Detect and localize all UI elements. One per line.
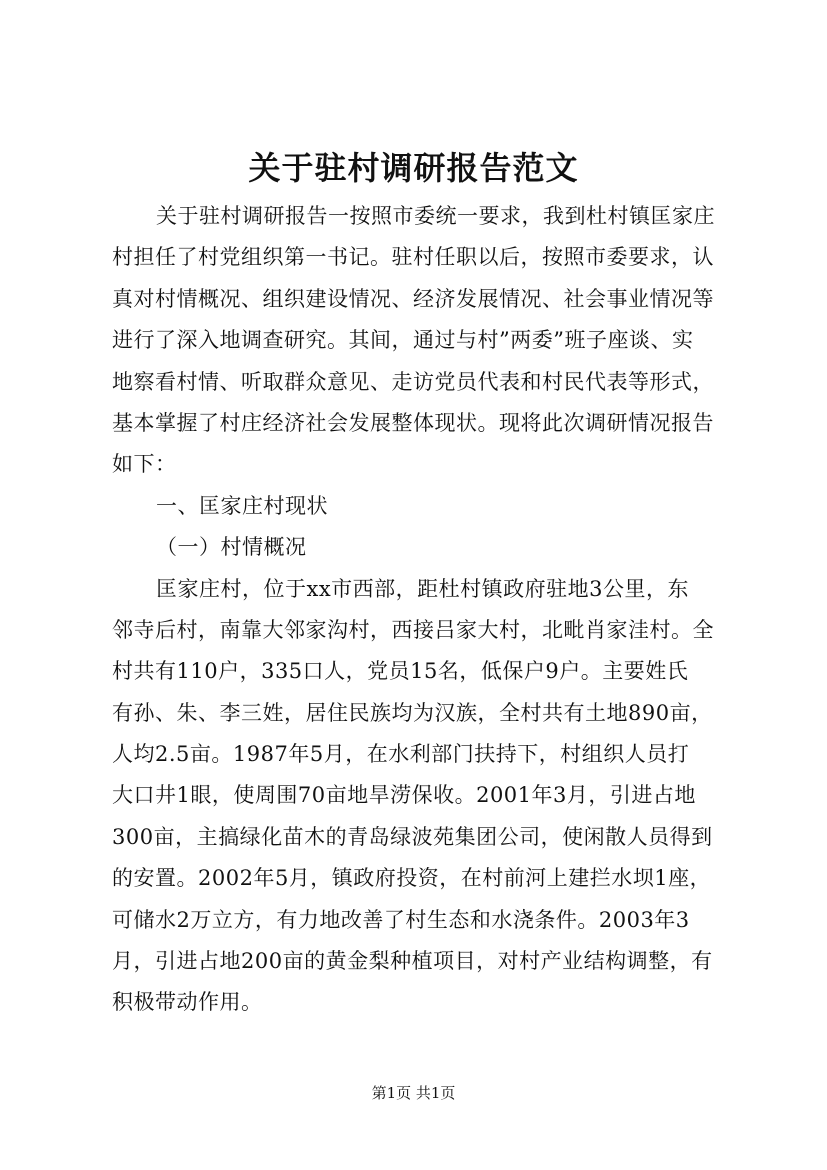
page-footer: 第1页 共1页 (371, 1084, 456, 1102)
paragraph-line: 大口井1眼，使周围70亩地旱涝保收。2001年3月，引进占地 (112, 783, 696, 808)
paragraph-line: 基本掌握了村庄经济社会发展整体现状。现将此次调研情况报告 (112, 410, 714, 435)
paragraph-line: 匡家庄村，位于xx市西部，距杜村镇政府驻地3公里，东 (156, 576, 690, 601)
paragraph-line: 进行了深入地调查研究。其间，通过与村”两委”班子座谈、实 (112, 328, 694, 353)
section-heading: 一、匡家庄村现状 (156, 493, 328, 518)
paragraph-line: 积极带动作用。 (112, 990, 263, 1015)
paragraph-line: 300亩，主搞绿化苗木的青岛绿波苑集团公司，使闲散人员得到 (112, 824, 713, 849)
paragraph-line: 村共有110户，335口人，党员15名，低保户9户。主要姓氏 (112, 659, 689, 684)
paragraph-line: 村担任了村党组织第一书记。驻村任职以后，按照市委要求，认 (112, 245, 714, 270)
paragraph-line: 如下： (112, 452, 177, 477)
document-body (112, 196, 718, 1024)
paragraph-line: 地察看村情、听取群众意见、走访党员代表和村民代表等形式， (112, 369, 714, 394)
paragraph-line: 关于驻村调研报告一按照市委统一要求，我到杜村镇匡家庄 (156, 204, 715, 228)
paragraph-line: 可储水2万立方，有力地改善了村生态和水浇条件。2003年3 (112, 907, 690, 932)
subsection-heading: （一）村情概况 (156, 535, 307, 560)
paragraph-line: 邻寺后村，南靠大邻家沟村，西接吕家大村，北毗肖家洼村。全 (112, 617, 714, 642)
paragraph-line: 的安置。2002年5月，镇政府投资，在村前河上建拦水坝1座， (112, 866, 712, 891)
paragraph-line: 月，引进占地200亩的黄金梨种植项目，对村产业结构调整，有 (112, 949, 713, 974)
paragraph-line: 人均2.5亩。1987年5月，在水利部门扶持下，村组织人员打 (112, 742, 690, 767)
paragraph-line: 真对村情概况、组织建设情况、经济发展情况、社会事业情况等 (112, 286, 714, 311)
paragraph-line: 有孙、朱、李三姓，居住民族均为汉族，全村共有土地890亩， (112, 700, 713, 725)
document-title: 关于驻村调研报告范文 (248, 149, 579, 187)
